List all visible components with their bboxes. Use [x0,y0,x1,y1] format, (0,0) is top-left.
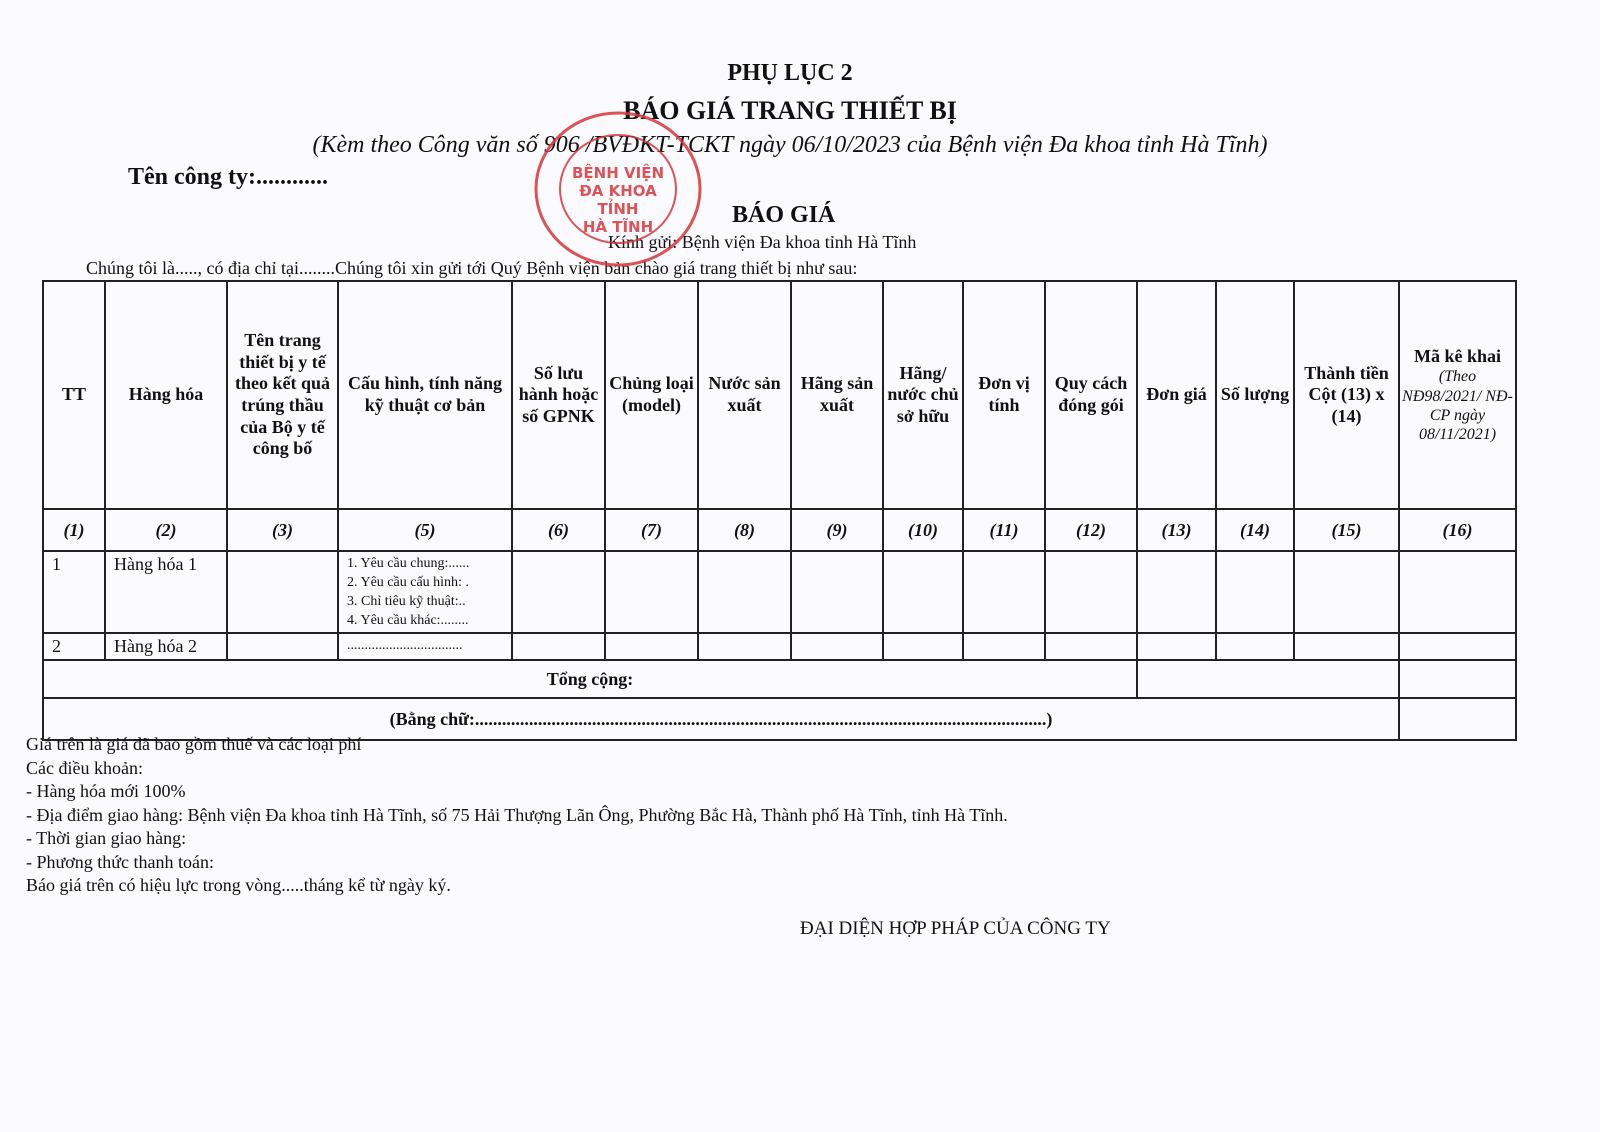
footer-line: - Hàng hóa mới 100% [26,781,186,801]
footer-line: - Phương thức thanh toán: [26,851,215,872]
column-header: Quy cách đóng gói [1045,281,1137,509]
column-number: (9) [791,509,883,551]
signature-label: ĐẠI DIỆN HỢP PHÁP CỦA CÔNG TY [800,918,1111,939]
spec-cell: ................................. [338,633,512,660]
item-cell: Hàng hóa 2 [105,633,227,660]
document-title: BÁO GIÁ TRANG THIẾT BỊ [623,96,957,125]
column-header: Số lưu hành hoặc số GPNK [512,281,605,509]
stamp-text: TỈNH [597,200,639,218]
appendix-label: PHỤ LỤC 2 [727,60,853,86]
quote-title: BÁO GIÁ [732,202,836,228]
column-header: Tên trang thiết bị y tế theo kết quả trúng thầu của Bộ y tế công bố [227,281,338,509]
column-number: (12) [1045,509,1137,551]
in-words: (Bằng chữ:...............................................................................................................................) [43,698,1399,740]
column-header: Đơn giá [1137,281,1216,509]
column-header: Hàng hóa [105,281,227,509]
quote-table [42,280,1517,741]
footer-line: Các điều khoản: [26,757,143,778]
column-header: Hãng sản xuất [791,281,883,509]
column-number: (5) [338,509,512,551]
table-row [43,551,1516,633]
column-number: (3) [227,509,338,551]
column-number: (6) [512,509,605,551]
stamp-text: BỆNH VIỆN [572,164,664,182]
footer-line: - Địa điểm giao hàng: Bệnh viện Đa khoa tỉnh Hà Tĩnh, số 75 Hải Thượng Lãn Ông, Phường Bắc Hà, Thành phố Hà Tĩnh, tỉnh Hà Tĩnh. [26,804,1008,825]
column-header: TT [43,281,105,509]
table-row [43,633,1516,660]
item-cell: Hàng hóa 1 [105,551,227,633]
column-header: Mã kê khai (Theo NĐ98/2021/ NĐ-CP ngày 08/11/2021) [1399,281,1516,509]
column-number: (14) [1216,509,1294,551]
header-row [43,281,1516,509]
column-number: (2) [105,509,227,551]
addressee: Kính gửi: Bệnh viện Đa khoa tỉnh Hà Tĩnh [608,232,917,252]
intro-text: Chúng tôi là....., có địa chỉ tại........Chúng tôi xin gửi tới Quý Bệnh viện bản chào giá trang thiết bị như sau: [86,258,858,278]
stamp-text: HÀ TĨNH [582,218,654,236]
total-label: Tổng cộng: [43,660,1137,698]
column-header: Đơn vị tính [963,281,1045,509]
column-number: (15) [1294,509,1399,551]
column-header: Chủng loại (model) [605,281,698,509]
column-number: (1) [43,509,105,551]
column-header: Nước sản xuất [698,281,791,509]
column-header: Cấu hình, tính năng kỹ thuật cơ bản [338,281,512,509]
footer-line: Giá trên là giá đã bao gồm thuế và các loại phí [26,734,362,754]
column-number: (10) [883,509,963,551]
column-number: (7) [605,509,698,551]
total-row [43,660,1516,698]
column-number: (13) [1137,509,1216,551]
spec-cell: 1. Yêu cầu chung:...... 2. Yêu cầu cấu hình: . 3. Chỉ tiêu kỹ thuật:.. 4. Yêu cầu khác:........ [338,551,512,633]
hospital-stamp [533,110,703,268]
footer-line: - Thời gian giao hàng: [26,828,187,848]
document-subtitle: (Kèm theo Công văn số 906 /BVĐKT-TCKT ngày 06/10/2023 của Bệnh viện Đa khoa tỉnh Hà Tĩnh) [312,132,1268,158]
column-number-row [43,509,1516,551]
column-number: (8) [698,509,791,551]
column-number: (16) [1399,509,1516,551]
column-number: (11) [963,509,1045,551]
column-header: Hãng/ nước chủ sở hữu [883,281,963,509]
stamp-text: ĐA KHOA [579,182,657,200]
tt-cell: 2 [43,633,105,660]
company-name: Tên công ty:............ [128,164,328,190]
tt-cell: 1 [43,551,105,633]
column-header: Thành tiền Cột (13) x (14) [1294,281,1399,509]
column-header: Số lượng [1216,281,1294,509]
footer-line: Báo giá trên có hiệu lực trong vòng.....tháng kể từ ngày ký. [26,875,451,895]
